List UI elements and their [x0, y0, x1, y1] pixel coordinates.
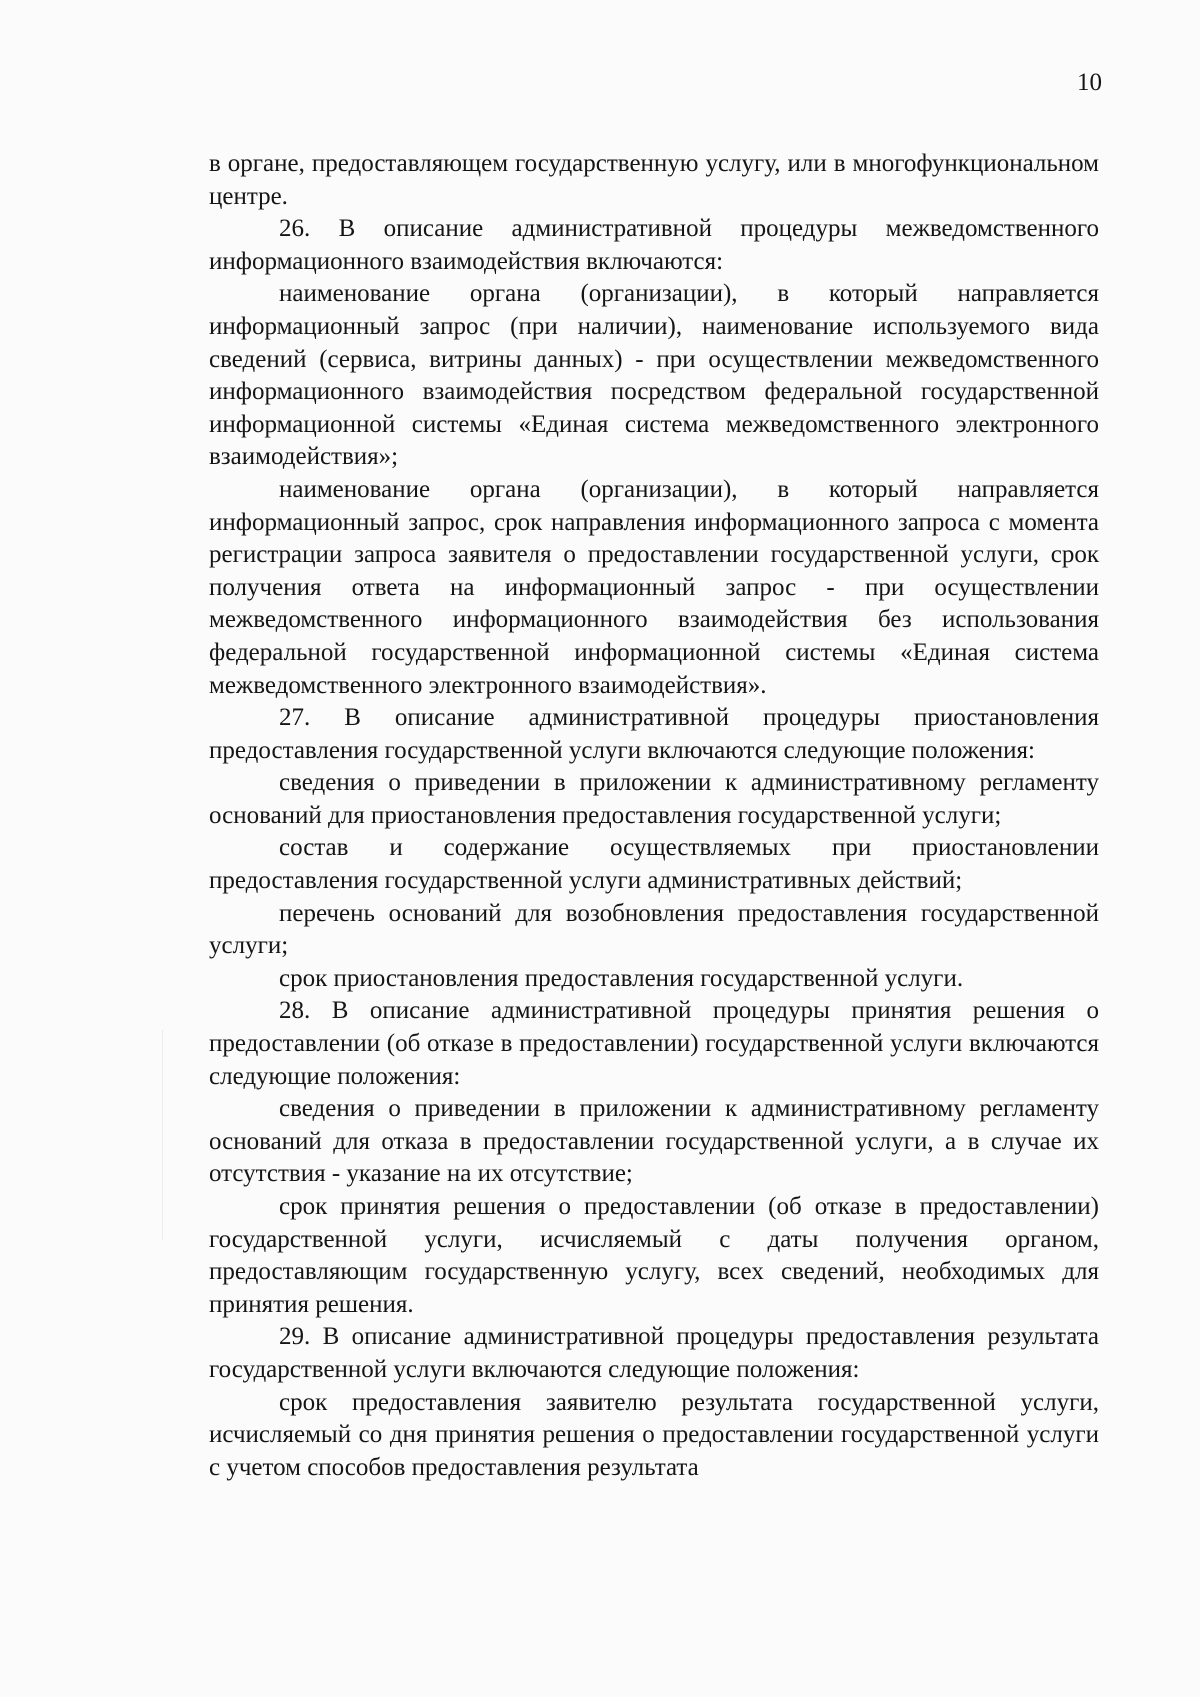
- paragraph: сведения о приведении в приложении к административному регламенту оснований для отказа в предоставлении государственной услуги, а в случае их отсутствия - указание на их отсутствие;: [209, 1095, 1099, 1188]
- paragraph: срок принятия решения о предоставлении (об отказе в предоставлении) государственной услуги, исчисляемый с даты получения органом, предоставляющим государственную услугу, всех сведений, необходимых для принятия решения.: [209, 1193, 1099, 1318]
- paragraph-continuation: в органе, предоставляющем государственную услугу, или в многофункциональном центре.: [209, 150, 1099, 210]
- page-number: 10: [1077, 69, 1102, 96]
- document-body: [209, 148, 1099, 1484]
- paragraph: срок приостановления предоставления государственной услуги.: [279, 964, 964, 992]
- paragraph-item-29: 29. В описание административной процедуры предоставления результата государственной услуги включаются следующие положения:: [209, 1323, 1099, 1383]
- paragraph: состав и содержание осуществляемых при приостановлении предоставления государственной услуги административных действий;: [209, 834, 1099, 895]
- paragraph: срок предоставления заявителю результата государственной услуги, исчисляемый со дня принятия решения о предоставлении государственной услуги с учетом способов предоставления результата: [209, 1388, 1099, 1481]
- scan-margin-line: [162, 1030, 163, 1240]
- paragraph: наименование органа (организации), в который направляется информационный запрос (при наличии), наименование используемого вида сведений (сервиса, витрины данных) - при осуществлении межведомственного информационного взаимодействия посредством федеральной государственной информационной системы «Единая система межведомственного электронного взаимодействия»;: [209, 280, 1099, 471]
- paragraph: сведения о приведении в приложении к административному регламенту оснований для приостановления предоставления государственной услуги;: [209, 769, 1099, 829]
- paragraph-item-26: 26. В описание административной процедуры межведомственного информационного взаимодействия включаются:: [209, 215, 1099, 275]
- paragraph: наименование органа (организации), в который направляется информационный запрос, срок направления информационного запроса с момента регистрации запроса заявителя о предоставлении государственной услуги, срок получения ответа на информационный запрос - при осуществлении межведомственного информационного взаимодействия без использования федеральной государственной информационной системы «Единая система межведомственного электронного взаимодействия».: [209, 475, 1099, 699]
- paragraph-item-28: 28. В описание административной процедуры принятия решения о предоставлении (об отказе в предоставлении) государственной услуги включаются следующие положения:: [209, 997, 1099, 1090]
- paragraph: перечень оснований для возобновления предоставления государственной услуги;: [209, 899, 1099, 960]
- paragraph-item-27: 27. В описание административной процедуры приостановления предоставления государственной услуги включаются следующие положения:: [209, 704, 1099, 764]
